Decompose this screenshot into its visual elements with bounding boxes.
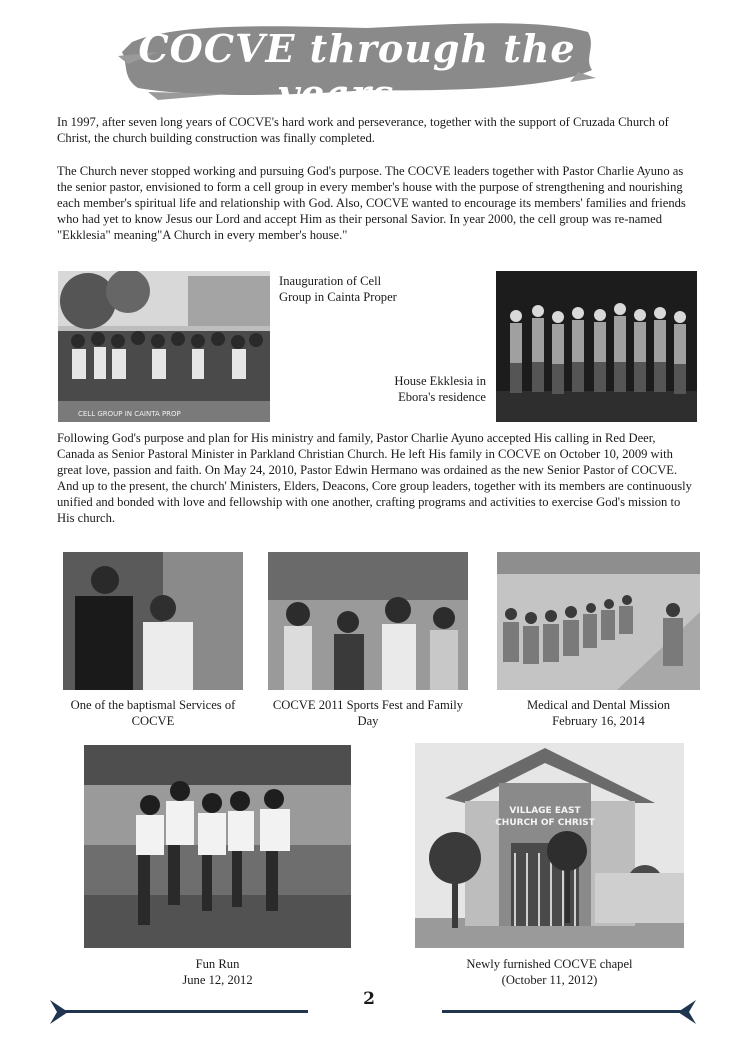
fun-run-caption-line1: Fun Run bbox=[195, 957, 240, 971]
medical-mission-caption bbox=[497, 697, 700, 729]
ekklesia-paragraph: The Church never stopped working and pursuing God's purpose. The COCVE leaders together with Pastor Charlie Ayuno as the senior pastor, envisioned to form a cell group in every member's house with the purpose of strengthening and nourishing each member's spiritual life and relationship with God. Also, COCVE wanted to encourage its members' families and friends who had yet to know Jesus our Lord and accept Him as their personal Savior. In year 2000, the cell group was re-named "Ekklesia" meaning"A Church in every member's house." bbox=[57, 164, 686, 242]
footer-rule-right bbox=[440, 999, 698, 1025]
title-banner bbox=[118, 12, 596, 116]
sports-fest-photo bbox=[268, 552, 468, 690]
sports-fest-caption: COCVE 2011 Sports Fest and Family Day bbox=[272, 698, 464, 728]
house-ekklesia-photo bbox=[496, 271, 697, 422]
ministry-paragraph: Following God's purpose and plan for His ministry and family, Pastor Charlie Ayuno accepted His calling in Red Deer, Canada as Senior Pastoral Minister in Parkland Christian Church. He left His family in COCVE on October 10, 2009 with great love, passion and faith. On May 24, 2010, Pastor Edwin Hermano was ordained as the new Senior Pastor of COCVE. And up to the present, the church' Ministers, Elders, Deacons, Core group leaders, together with its members are continuously unified and bonded with love and fellowship with one another, crafting programs and activities to exercise God's mission to His church. bbox=[57, 431, 692, 525]
footer-rule-left bbox=[48, 999, 310, 1025]
medical-mission-photo bbox=[497, 552, 700, 690]
fun-run-caption-date: June 12, 2012 bbox=[182, 973, 253, 987]
baptism-caption: One of the baptismal Services of COCVE bbox=[70, 698, 236, 728]
chapel-sign-line2: CHURCH OF CHRIST bbox=[495, 818, 595, 828]
medical-mission-caption-date: February 16, 2014 bbox=[552, 714, 645, 728]
intro-paragraph: In 1997, after seven long years of COCVE's hard work and perseverance, together with the support of Cruzada Church of Christ, the church building construction was finally completed. bbox=[57, 115, 669, 145]
house-ekklesia-caption: House Ekklesia in Ebora's residence bbox=[394, 374, 486, 404]
cell-group-photo bbox=[58, 271, 270, 422]
baptism-photo bbox=[63, 552, 243, 690]
fun-run-caption bbox=[84, 956, 351, 988]
chapel-caption bbox=[415, 956, 684, 988]
page-title: COCVE through the years... bbox=[138, 26, 576, 116]
cell-group-caption: Inauguration of Cell Group in Cainta Proper bbox=[279, 274, 397, 304]
page-number: 2 bbox=[363, 989, 375, 1009]
medical-mission-caption-line1: Medical and Dental Mission bbox=[526, 698, 671, 712]
chapel-sign-line1: VILLAGE EAST bbox=[509, 806, 581, 816]
cell-group-inscription: CELL GROUP IN CAINTA PROP bbox=[78, 410, 181, 418]
chapel-photo bbox=[415, 743, 684, 948]
chapel-caption-line1: Newly furnished COCVE chapel bbox=[466, 957, 633, 971]
chapel-caption-date: (October 11, 2012) bbox=[501, 973, 598, 987]
fun-run-photo bbox=[84, 745, 351, 948]
